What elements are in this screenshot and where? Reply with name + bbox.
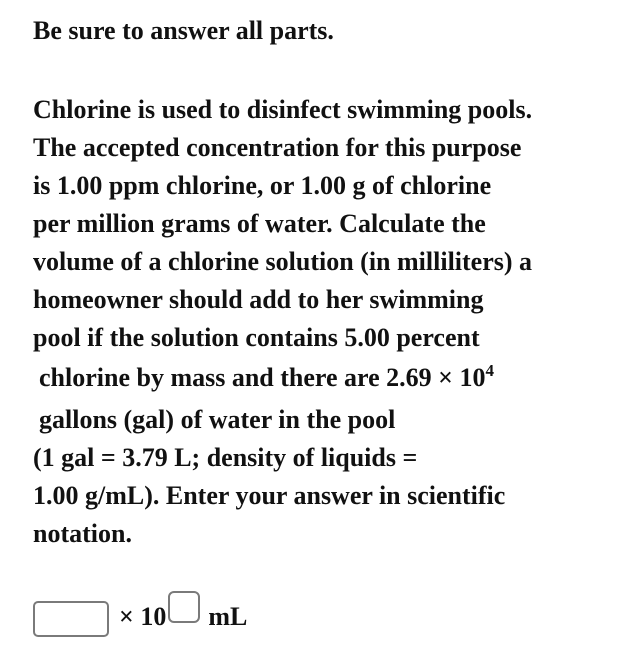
problem-line: Chlorine is used to disinfect swimming pools. <box>33 95 533 124</box>
problem-line: gallons (gal) of water in the pool <box>39 405 396 434</box>
answer-row <box>33 595 247 639</box>
problem-line: (1 gal = 3.79 L; density of liquids = <box>33 443 418 472</box>
instruction-text: Be sure to answer all parts. <box>33 16 334 45</box>
problem-line: per million grams of water. Calculate the <box>33 209 486 238</box>
problem-line: pool if the solution contains 5.00 percent <box>33 323 480 352</box>
problem-line: is 1.00 ppm chlorine, or 1.00 g of chlorine <box>33 171 492 200</box>
problem-exponent: 4 <box>485 361 494 380</box>
problem-line: 1.00 g/mL). Enter your answer in scientific <box>33 481 506 510</box>
problem-line: homeowner should add to her swimming <box>33 285 484 314</box>
problem-text <box>33 91 633 553</box>
problem-line-with-exponent <box>33 355 633 401</box>
unit-label: mL <box>208 602 248 631</box>
times-ten-label: × 10 <box>119 602 167 631</box>
mantissa-input[interactable] <box>33 601 109 637</box>
exponent-input[interactable] <box>168 591 200 623</box>
problem-line: notation. <box>33 519 132 548</box>
problem-line-text: chlorine by mass and there are 2.69 × 10 <box>39 363 486 392</box>
problem-line: The accepted concentration for this purpose <box>33 133 522 162</box>
problem-line: volume of a chlorine solution (in milliliters) a <box>33 247 533 276</box>
